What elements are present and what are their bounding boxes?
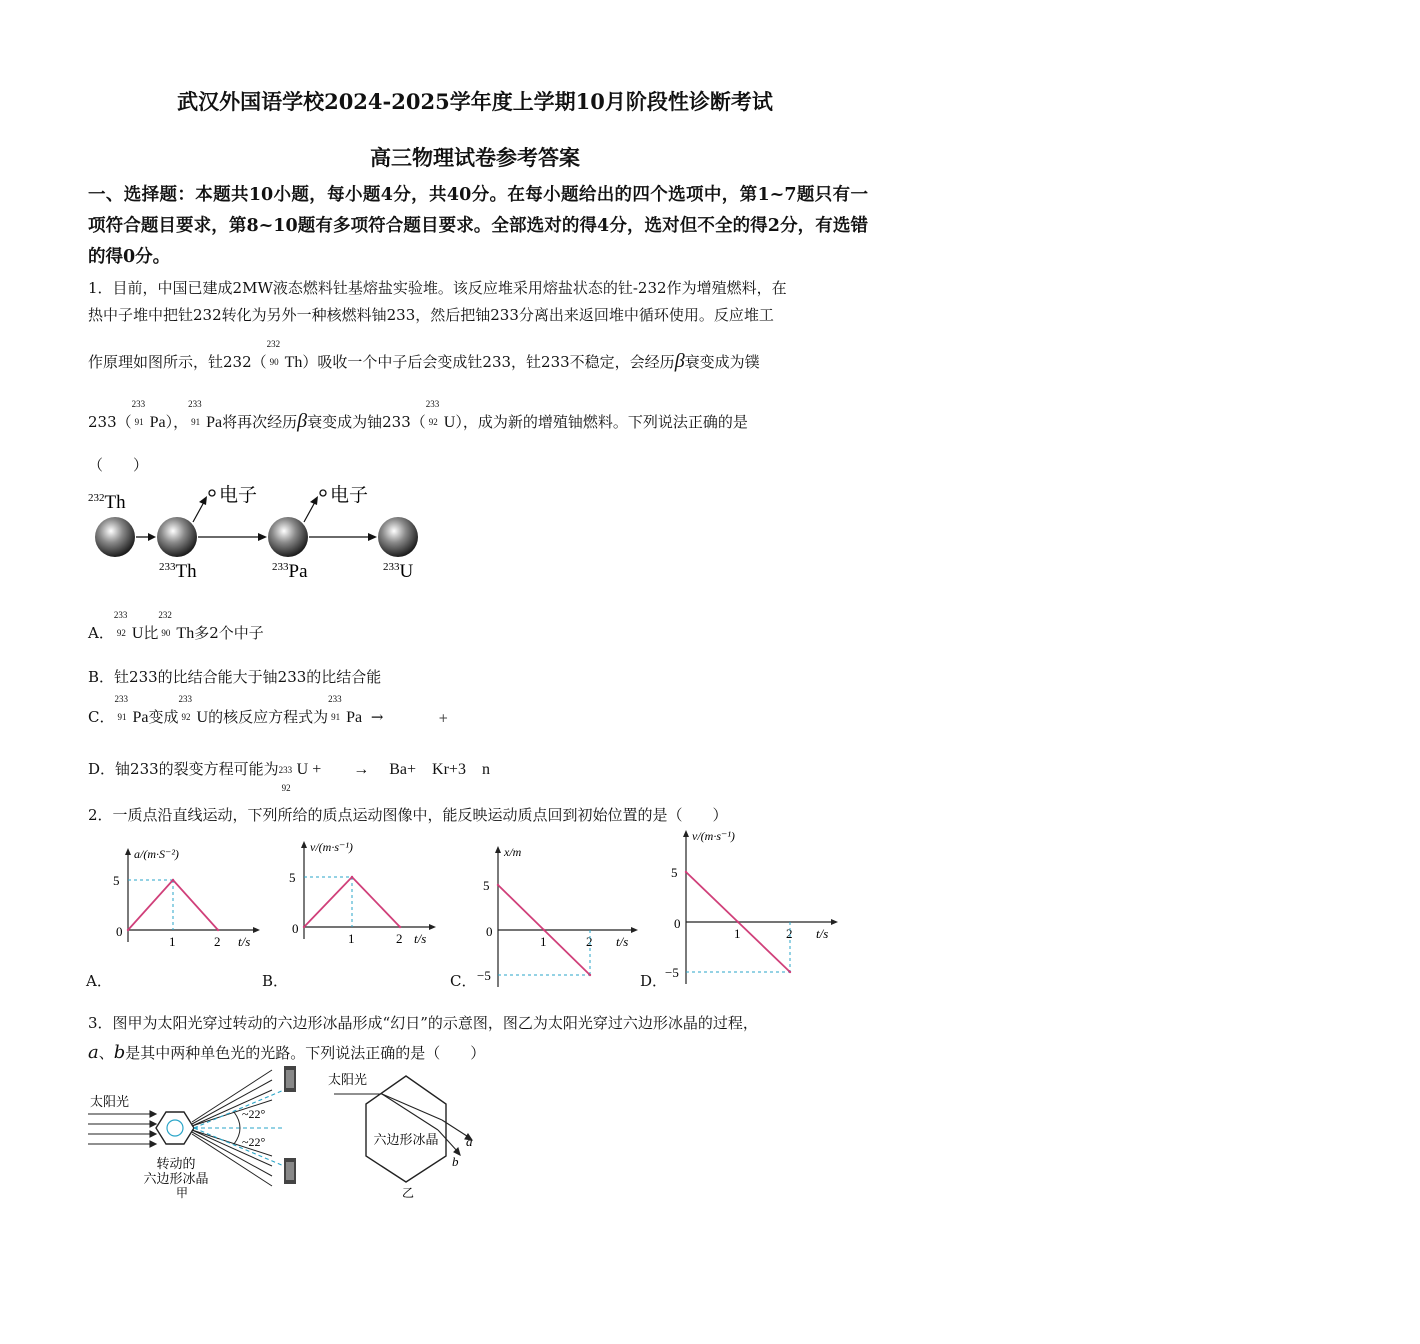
y-tick-label: 5 [483, 878, 490, 893]
y-axis-arrow [301, 841, 307, 848]
x-axis-label: t/s [816, 926, 829, 941]
figure-jia [84, 1064, 306, 1199]
pa233-label: $^{233}$Pa [272, 561, 308, 582]
th233-nucleus [157, 517, 197, 557]
x-axis-label: t/s [414, 931, 427, 946]
svg-text:~22°: ~22° [242, 1107, 266, 1121]
th232-symbol: 232 90 Th [266, 339, 303, 371]
svg-text:b: b [452, 1154, 459, 1169]
data-point [789, 971, 791, 973]
y-axis-label: x/m [504, 845, 522, 859]
origin-label: 0 [116, 924, 123, 939]
q2-label-d: D． [640, 972, 668, 990]
q3-line2: a、b是其中两种单色光的光路。下列说法正确的是（ ） [88, 1042, 486, 1063]
q1-line2: 热中子堆中把钍232转化为另外一种核燃料铀233，然后把铀233分离出来返回堆中循环使用。反应堆工 [88, 306, 774, 324]
q1-paren: （ ） [88, 456, 149, 474]
x-axis-arrow [429, 924, 436, 930]
data-point [172, 879, 174, 881]
data-point [589, 974, 591, 976]
q1-line4: 233（ 233 91 Pa）， 233 91 Pa将再次经历β衰变成为铀233（ 233 92 U），成为新的增殖铀燃料。下列说法正确的是 [88, 406, 868, 438]
chart-b [286, 835, 446, 990]
y-tick-label: 5 [113, 873, 120, 888]
q1-option-b: B．钍233的比结合能大于铀233的比结合能 [88, 668, 382, 686]
chart-a [110, 840, 270, 990]
x-tick-label: 1 [348, 931, 355, 946]
y-axis-label: v/(m·s⁻¹) [310, 840, 353, 854]
q3-line1: 3．图甲为太阳光穿过转动的六边形冰晶形成“幻日”的示意图，图乙为太阳光穿过六边形冰晶的过程， [88, 1014, 758, 1032]
electron-label-1: 电子 [219, 485, 258, 506]
q1-option-c: C． 233 91 Pa变成 233 92 U的核反应方程式为 233 91 Pa → + [88, 694, 449, 726]
x-axis-label: t/s [238, 934, 251, 949]
electron-1 [209, 490, 215, 496]
pa233-nucleus [268, 517, 308, 557]
x-axis-label: t/s [616, 934, 629, 949]
data-point [399, 926, 401, 928]
x-tick-label: 2 [786, 926, 793, 941]
origin-label: 0 [674, 916, 681, 931]
data-point [303, 926, 305, 928]
x-axis-arrow [831, 919, 838, 925]
origin-label: 0 [292, 921, 299, 936]
q2-stem: 2．一质点沿直线运动，下列所给的质点运动图像中，能反映运动质点回到初始位置的是（ ） [88, 806, 728, 824]
x-tick-label: 2 [214, 934, 221, 949]
th232-nucleus [95, 517, 135, 557]
q1-option-d: D．铀233的裂变方程可能为 233 92 U + → Ba+ Kr+3 n [88, 760, 490, 793]
page-title: 武汉外国语学校2024-2025学年度上学期10月阶段性诊断考试 [177, 89, 773, 114]
figure-yi [318, 1064, 488, 1199]
data-point [685, 871, 687, 873]
data-point [737, 921, 739, 923]
y-axis-arrow [683, 830, 689, 837]
q1-line3: 作原理如图所示，钍232（ 232 90 Th）吸收一个中子后会变成钍233，钍233不稳定，会经历β衰变成为镤 [88, 346, 868, 378]
svg-text:乙: 乙 [401, 1186, 415, 1200]
y-tick-label: −5 [477, 968, 491, 983]
x-axis-arrow [253, 927, 260, 933]
x-tick-label: 2 [586, 934, 593, 949]
svg-text:六边形冰晶: 六边形冰晶 [373, 1132, 439, 1147]
data-point [127, 929, 129, 931]
x-tick-label: 1 [540, 934, 547, 949]
svg-text:六边形冰晶: 六边形冰晶 [143, 1171, 209, 1186]
x-tick-label: 1 [169, 934, 176, 949]
hex-crystal-yi [366, 1076, 446, 1182]
svg-text:~22°: ~22° [242, 1135, 266, 1149]
svg-text:a: a [466, 1134, 473, 1149]
y-axis-arrow [495, 846, 501, 853]
q1-option-a: A． 233 92 U比 232 90 Th多2个中子 [88, 610, 264, 642]
q2-label-b: B． [262, 972, 289, 990]
data-point [543, 929, 545, 931]
svg-text:太阳光: 太阳光 [90, 1094, 130, 1109]
y-axis-label: a/(m·S⁻²) [134, 847, 179, 861]
origin-label: 0 [486, 924, 493, 939]
svg-text:转动的: 转动的 [156, 1156, 196, 1171]
y-tick-label: 5 [671, 865, 678, 880]
pa233-symbol-2: 233 91 Pa [188, 399, 223, 431]
hex-crystal-jia [156, 1112, 194, 1144]
electron-label-2: 电子 [330, 485, 369, 506]
svg-text:甲: 甲 [175, 1186, 189, 1200]
chart-c [478, 840, 648, 990]
y-axis-arrow [125, 848, 131, 855]
section-heading: 一、选择题：本题共10小题，每小题4分，共40分。在每小题给出的四个选项中，第1~7题只有一项符合题目要求，第8~10题有多项符合题目要求。全部选对的得4分，选对但不全的得2分，有选错的得0分。 [88, 185, 868, 267]
data-point [351, 876, 353, 878]
electron-2 [320, 490, 326, 496]
page-subtitle: 高三物理试卷参考答案 [370, 145, 580, 170]
u233-label: $^{233}$U [383, 561, 414, 582]
x-tick-label: 2 [396, 931, 403, 946]
decay-diagram [86, 480, 426, 585]
q1-line1: 1．目前，中国已建成2MW液态燃料钍基熔盐实验堆。该反应堆采用熔盐状态的钍-232作为增殖燃料，在 [88, 279, 787, 297]
svg-text:太阳光: 太阳光 [328, 1072, 368, 1087]
beta-symbol: β [674, 350, 685, 372]
q2-label-c: C． [450, 972, 477, 990]
x-tick-label: 1 [734, 926, 741, 941]
y-tick-label: −5 [665, 965, 679, 980]
x-axis-arrow [631, 927, 638, 933]
u233-symbol: 233 92 U [425, 399, 456, 431]
data-point [497, 884, 499, 886]
u233-nucleus [378, 517, 418, 557]
chart-d [665, 826, 848, 986]
y-tick-label: 5 [289, 870, 296, 885]
pa233-symbol: 233 91 Pa [131, 399, 166, 431]
q2-label-a: A． [86, 972, 112, 990]
th233-label: $^{233}$Th [159, 561, 197, 582]
th232-label: $^{232}$Th [88, 492, 126, 513]
y-axis-label: v/(m·s⁻¹) [692, 829, 735, 843]
data-point [217, 929, 219, 931]
